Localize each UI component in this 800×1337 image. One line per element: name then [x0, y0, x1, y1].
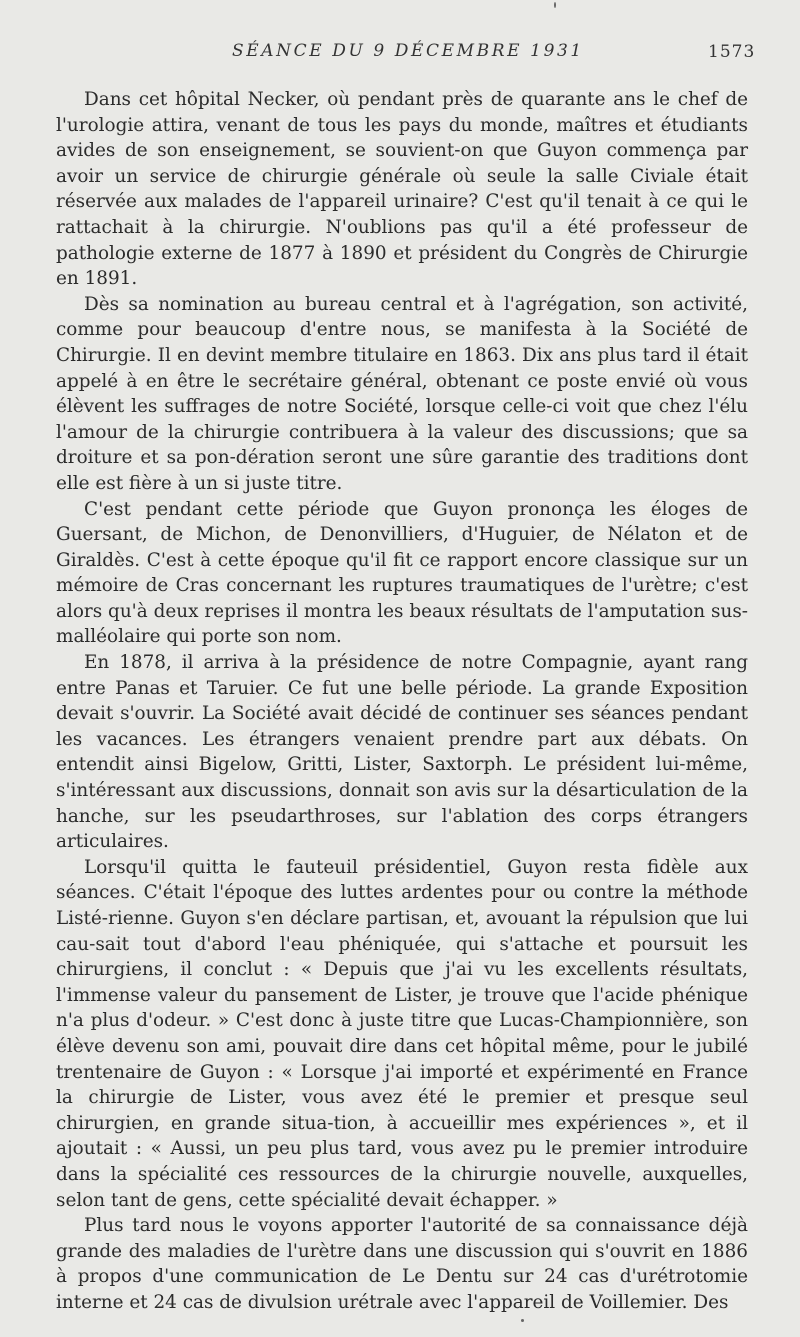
running-header — [0, 41, 800, 71]
page-number: 1573 — [708, 42, 756, 62]
paragraph-2: Dès sa nomination au bureau central et à l'agrégation, son activité, comme pour beaucoup d'entre nous, se manifesta à la Société de Chirurgie. Il en devint membre titulaire en 1863. Dix ans plus tard il était appelé à en être le secrétaire général, obtenant ce poste envié où vous élèvent les suffrages de notre Société, lorsque celle-ci voit que chez l'élu l'amour de la chirurgie contribuera à la valeur des discussions; que sa droiture et sa pon-dération seront une sûre garantie des traditions dont elle est fière à un si juste titre. — [56, 293, 748, 494]
print-speck — [554, 2, 556, 8]
paragraph-5: Lorsqu'il quitta le fauteuil présidentiel, Guyon resta fidèle aux séances. C'était l'époque des luttes ardentes pour ou contre la méthode Listé-rienne. Guyon s'en déclare partisan, et, avouant la répulsion que lui cau-sait tout d'abord l'eau phéniquée, qui s'attache et poursuit les chirurgiens, il conclut : « Depuis que j'ai vu les excellents résultats, l'immense valeur du pansement de Lister, je trouve que l'acide phénique n'a plus d'odeur. » C'est donc à juste titre que Lucas-Championnière, son élève devenu son ami, pouvait dire dans cet hôpital même, pour le jubilé trentenaire de Guyon : « Lorsque j'ai importé et expérimenté en France la chirurgie de Lister, vous avez été le premier et presque seul chirurgien, en grande situa-tion, à accueillir mes expériences », et il ajoutait : « Aussi, un peu plus tard, vous avez pu le premier introduire dans la spécialité ces ressources de la chirurgie nouvelle, auxquelles, selon tant de gens, cette spécialité devait échapper. » — [56, 856, 748, 1211]
paragraph-4: En 1878, il arriva à la présidence de notre Compagnie, ayant rang entre Panas et Taruier. Ce fut une belle période. La grande Exposition devait s'ouvrir. La Société avait décidé de continuer ses séances pendant les vacances. Les étrangers venaient prendre part aux débats. On entendit ainsi Bigelow, Gritti, Lister, Saxtorph. Le président lui-même, s'intéressant aux discussions, donnait son avis sur la désarticulation de la hanche, sur les pseudarthroses, sur l'ablation des corps étrangers articulaires. — [56, 652, 748, 853]
body-text — [56, 87, 748, 1316]
print-speck — [521, 1319, 524, 1322]
paragraph-1: Dans cet hôpital Necker, où pendant près de quarante ans le chef de l'urologie attira, venant de tous les pays du monde, maîtres et étudiants avides de son enseignement, se souvient-on que Guyon commença par avoir un service de chirurgie générale où seule la salle Civiale était réservée aux malades de l'appareil urinaire? C'est qu'il tenait à ce qui le rattachait à la chirurgie. N'oublions pas qu'il a été professeur de pathologie externe de 1877 à 1890 et président du Congrès de Chirurgie en 1891. — [56, 89, 748, 290]
paragraph-6: Plus tard nous le voyons apporter l'autorité de sa connaissance déjà grande des maladies de l'urètre dans une discussion qui s'ouvrit en 1886 à propos d'une communication de Le Dentu sur 24 cas d'urétrotomie interne et 24 cas de divulsion urétrale avec l'appareil de Voillemier. Des — [56, 1215, 748, 1313]
paragraph-3: C'est pendant cette période que Guyon prononça les éloges de Guersant, de Michon, de Denonvilliers, d'Huguier, de Nélaton et de Giraldès. C'est à cette époque qu'il fit ce rapport encore classique sur un mémoire de Cras concernant les ruptures traumatiques de l'urètre; c'est alors qu'à deux reprises il montra les beaux résultats de l'amputation sus-malléolaire qui porte son nom. — [56, 498, 748, 648]
running-title: SÉANCE DU 9 DÉCEMBRE 1931 — [232, 41, 584, 61]
